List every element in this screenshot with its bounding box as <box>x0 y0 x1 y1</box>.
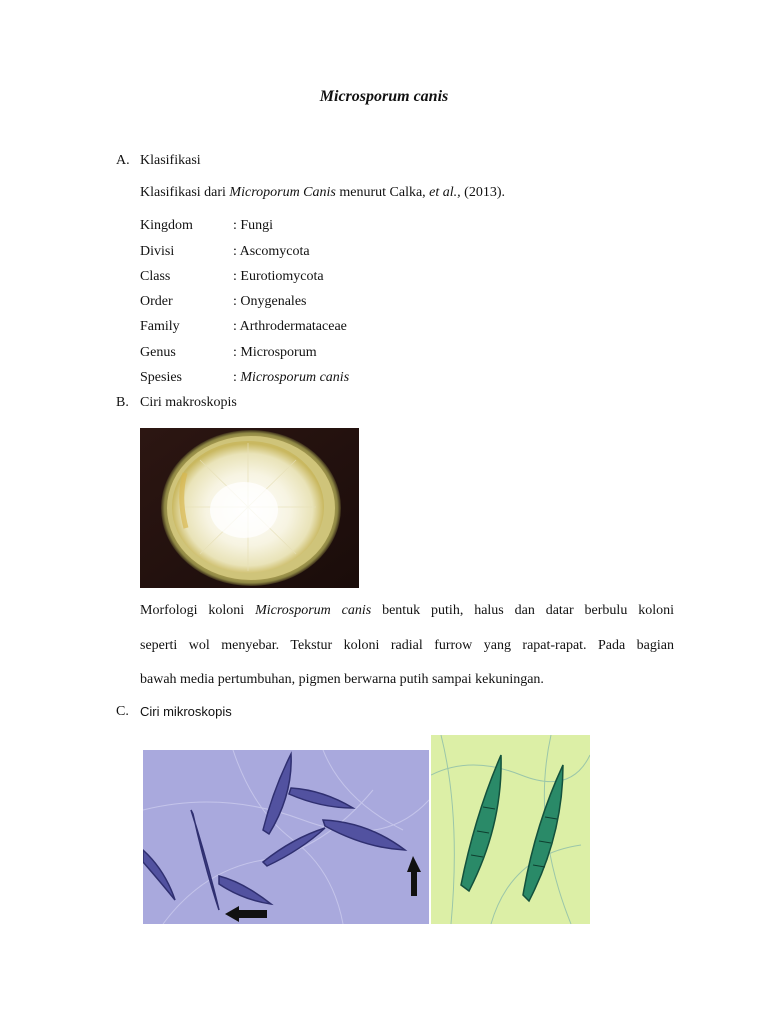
section-b-heading: Ciri makroskopis <box>140 395 237 410</box>
taxonomy-rank-spesies: Spesies <box>140 370 182 385</box>
taxonomy-value-genus: : Microsporum <box>233 345 317 360</box>
taxonomy-rank-order: Order <box>140 294 173 309</box>
taxonomy-rank-kingdom: Kingdom <box>140 218 193 233</box>
taxonomy-rank-genus: Genus <box>140 345 176 360</box>
micrograph-left-image <box>143 750 429 924</box>
taxonomy-value-kingdom: : Fungi <box>233 218 274 233</box>
section-a-letter: A. <box>116 153 130 168</box>
classification-intro <box>140 185 505 201</box>
section-b-letter: B. <box>116 395 129 410</box>
page-title: Microsporum canis <box>319 88 449 105</box>
petri-dish-photo <box>140 428 359 588</box>
macroscopic-para-line-3: bawah media pertumbuhan, pigmen berwarna putih sampai kekuningan. <box>140 672 544 687</box>
taxonomy-value-spesies <box>233 370 349 386</box>
macro-line1-italic: Microsporum canis <box>255 603 372 618</box>
micrograph-right-photo <box>431 735 590 924</box>
macro-line1-pre: Morfologi koloni <box>140 603 256 618</box>
taxonomy-rank-class: Class <box>140 269 171 284</box>
intro-etal-italic: et al., <box>429 185 461 200</box>
section-a-heading: Klasifikasi <box>140 153 201 168</box>
taxonomy-value-divisi: : Ascomycota <box>233 244 310 259</box>
macro-line1-post: bentuk putih, halus dan datar berbulu koloni <box>371 603 674 618</box>
macroscopic-para-line-2: seperti wol menyebar. Tekstur koloni radial furrow yang rapat-rapat. Pada bagian <box>140 638 674 653</box>
section-c-heading: Ciri mikroskopis <box>140 704 232 719</box>
petri-dish-image <box>140 428 359 588</box>
micrograph-left-photo <box>143 750 429 924</box>
taxonomy-value-class: : Eurotiomycota <box>233 269 324 284</box>
section-c-letter: C. <box>116 704 129 719</box>
taxonomy-value-family: : Arthrodermataceae <box>233 319 347 334</box>
intro-mid: menurut Calka, <box>335 185 430 200</box>
macroscopic-para-line-1 <box>140 603 674 619</box>
taxonomy-value-order: : Onygenales <box>233 294 307 309</box>
spesies-italic: Microsporum canis <box>240 370 350 385</box>
intro-post: (2013). <box>460 185 505 200</box>
intro-species-italic: Microporum Canis <box>229 185 336 200</box>
taxonomy-rank-family: Family <box>140 319 180 334</box>
intro-pre: Klasifikasi dari <box>140 185 230 200</box>
spesies-prefix: : <box>233 370 241 385</box>
taxonomy-rank-divisi: Divisi <box>140 244 175 259</box>
micrograph-right-image <box>431 735 590 924</box>
